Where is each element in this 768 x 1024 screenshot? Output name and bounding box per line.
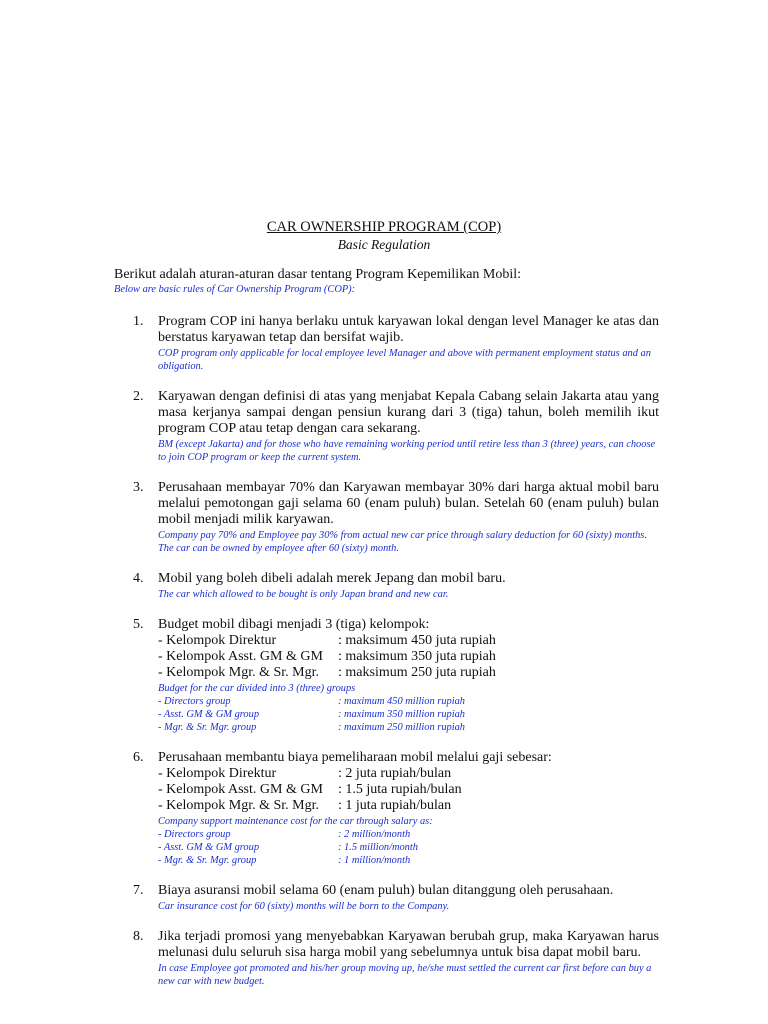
- group-row-mgr: [158, 798, 659, 814]
- group-value: : 1.5 juta rupiah/bulan: [338, 782, 462, 797]
- group-row-directors: [158, 633, 659, 649]
- rule-number: 8.: [133, 929, 144, 944]
- group-value: : maksimum 350 juta rupiah: [338, 649, 496, 664]
- group-name-en: - Mgr. & Sr. Mgr. group: [158, 855, 257, 866]
- group-value-en: : 1.5 million/month: [338, 842, 418, 853]
- group-row-en-directors: [158, 828, 659, 841]
- rules-list: [114, 314, 659, 1004]
- rule-item-2: [114, 389, 659, 464]
- rule-item-7: [114, 883, 659, 913]
- rule-number: 7.: [133, 883, 144, 898]
- group-row-asst-gm: [158, 782, 659, 798]
- group-name: - Kelompok Asst. GM & GM: [158, 649, 323, 664]
- rule-item-5: [114, 617, 659, 734]
- group-name-en: - Mgr. & Sr. Mgr. group: [158, 722, 257, 733]
- rule-text-id: Karyawan dengan definisi di atas yang menjabat Kepala Cabang selain Jakarta atau yang masa kerjanya sampai dengan pensiun kurang dari 3 (tiga) tahun, boleh memilih ikut program COP atau tetap dengan cara sekarang.: [158, 389, 659, 436]
- rule-item-6: [114, 750, 659, 867]
- group-row-en-mgr: [158, 721, 659, 734]
- rule-text-id: Biaya asuransi mobil selama 60 (enam puluh) bulan ditanggung oleh perusahaan.: [158, 883, 614, 898]
- group-row-asst-gm: [158, 649, 659, 665]
- group-name-en: - Directors group: [158, 696, 231, 707]
- group-row-directors: [158, 766, 659, 782]
- group-name-en: - Directors group: [158, 829, 231, 840]
- rule-text-en: Car insurance cost for 60 (sixty) months will be born to the Company.: [158, 901, 450, 912]
- group-name-en: - Asst. GM & GM group: [158, 709, 260, 720]
- rule-text-id: Program COP ini hanya berlaku untuk karyawan lokal dengan level Manager ke atas dan berstatus karyawan tetap dan bersifat wajib.: [158, 314, 659, 345]
- rule-text-id: Budget mobil dibagi menjadi 3 (tiga) kelompok:: [158, 617, 430, 632]
- rule-text-en: In case Employee got promoted and his/her group moving up, he/she must settled the current car first before can buy a new car with new budget.: [158, 963, 652, 987]
- rule-item-8: [114, 929, 659, 988]
- group-value: : maksimum 450 juta rupiah: [338, 633, 496, 648]
- group-value-en: : maximum 250 million rupiah: [338, 722, 465, 733]
- group-name: - Kelompok Direktur: [158, 633, 277, 648]
- intro-text-en: Below are basic rules of Car Ownership Program (COP):: [114, 284, 356, 295]
- rule-number: 4.: [133, 571, 144, 586]
- intro: [114, 267, 659, 296]
- group-name: - Kelompok Asst. GM & GM: [158, 782, 323, 797]
- group-value-en: : maximum 350 million rupiah: [338, 709, 465, 720]
- intro-text-id: Berikut adalah aturan-aturan dasar tentang Program Kepemilikan Mobil:: [114, 267, 522, 282]
- group-name: - Kelompok Mgr. & Sr. Mgr.: [158, 665, 320, 680]
- group-name-en: - Asst. GM & GM group: [158, 842, 260, 853]
- rule-item-1: [114, 314, 659, 373]
- group-name: - Kelompok Direktur: [158, 766, 277, 781]
- rule-text-id: Perusahaan membantu biaya pemeliharaan mobil melalui gaji sebesar:: [158, 750, 552, 765]
- group-value-en: : 1 million/month: [338, 855, 411, 866]
- rule-text-en: COP program only applicable for local employee level Manager and above with permanent employment status and an obligation.: [158, 348, 651, 372]
- rule-text-id: Jika terjadi promosi yang menyebabkan Karyawan berubah grup, maka Karyawan harus melunasi dulu seluruh sisa harga mobil yang sebelumnya untuk bisa dapat mobil baru.: [158, 929, 659, 960]
- rule-text-en: Company pay 70% and Employee pay 30% from actual new car price through salary deduction for 60 (sixty) months. The car can be owned by employee after 60 (sixty) month.: [158, 530, 647, 554]
- document-subtitle: Basic Regulation: [337, 237, 431, 252]
- group-row-en-directors: [158, 695, 659, 708]
- group-value: : 2 juta rupiah/bulan: [338, 766, 452, 781]
- rule-number: 2.: [133, 389, 144, 404]
- rule-text-id: Mobil yang boleh dibeli adalah merek Jepang dan mobil baru.: [158, 571, 506, 586]
- group-row-en-mgr: [158, 854, 659, 867]
- group-row-mgr: [158, 665, 659, 681]
- group-row-en-asst-gm: [158, 841, 659, 854]
- rule-item-4: [114, 571, 659, 601]
- rule-item-3: [114, 480, 659, 555]
- rule-text-en: Budget for the car divided into 3 (three) groups: [158, 683, 356, 694]
- rule-text-id: Perusahaan membayar 70% dan Karyawan membayar 30% dari harga aktual mobil baru melalui pemotongan gaji selama 60 (enam puluh) bulan. Setelah 60 (enam puluh) bulan mobil menjadi milik karyawan.: [158, 480, 659, 527]
- group-value-en: : 2 million/month: [338, 829, 411, 840]
- group-value: : 1 juta rupiah/bulan: [338, 798, 452, 813]
- group-value: : maksimum 250 juta rupiah: [338, 665, 496, 680]
- rule-text-en: BM (except Jakarta) and for those who have remaining working period until retire less than 3 (three) years, can choose to join COP program or keep the current system.: [158, 439, 656, 463]
- group-name: - Kelompok Mgr. & Sr. Mgr.: [158, 798, 320, 813]
- rule-text-en: The car which allowed to be bought is only Japan brand and new car.: [158, 589, 449, 600]
- group-row-en-asst-gm: [158, 708, 659, 721]
- title-block: [0, 218, 768, 253]
- group-value-en: : maximum 450 million rupiah: [338, 696, 465, 707]
- rule-number: 5.: [133, 617, 144, 632]
- rule-text-en: Company support maintenance cost for the car through salary as:: [158, 816, 433, 827]
- rule-number: 1.: [133, 314, 144, 329]
- rule-number: 6.: [133, 750, 144, 765]
- document-title: CAR OWNERSHIP PROGRAM (COP): [266, 219, 502, 235]
- rule-number: 3.: [133, 480, 144, 495]
